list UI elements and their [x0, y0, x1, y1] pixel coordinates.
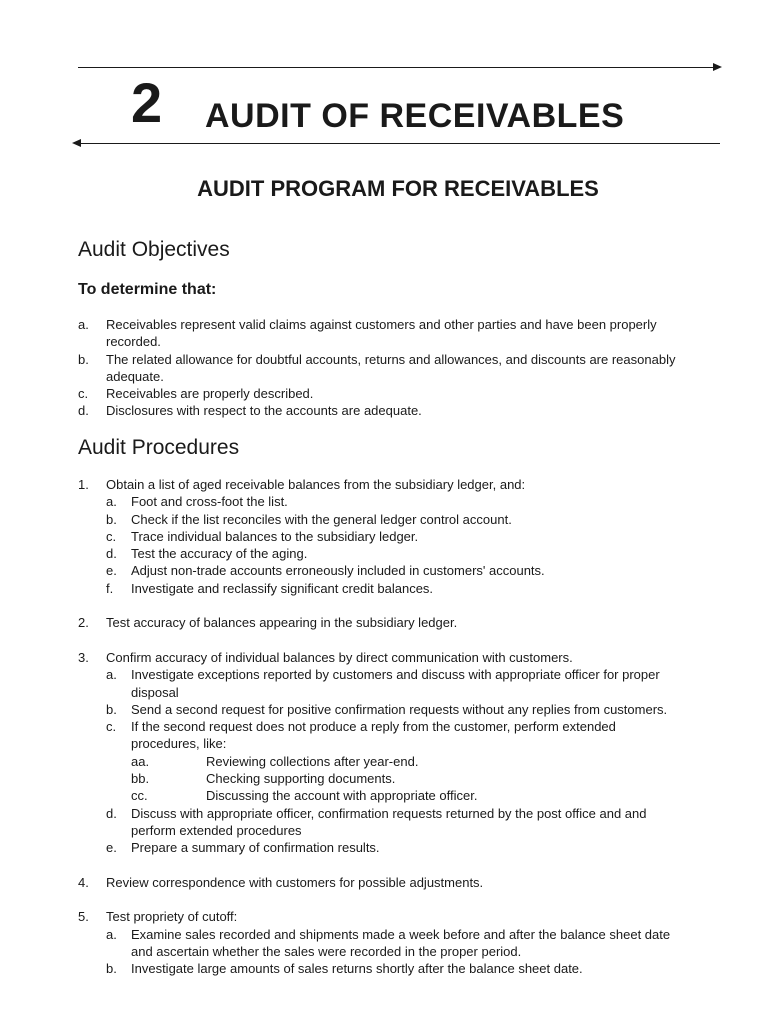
sub-item	[106, 511, 678, 528]
right-arrow-icon	[713, 63, 722, 71]
procedure-item	[78, 649, 678, 857]
sub-item	[106, 528, 678, 545]
program-title: AUDIT PROGRAM FOR RECEIVABLES	[197, 176, 599, 201]
chapter-number: 2	[131, 71, 164, 134]
sub-marker: b.	[106, 701, 117, 717]
sub-sub-text: Discussing the account with appropriate officer.	[206, 788, 478, 804]
procedures-heading: Audit Procedures	[78, 436, 240, 459]
sub-text: Trace individual balances to the subsidiary ledger.	[131, 528, 419, 544]
item-marker: 5.	[78, 909, 89, 925]
sub-marker: a.	[106, 494, 117, 510]
header-bottom-rule	[80, 143, 720, 144]
sub-item	[106, 805, 678, 840]
item-marker: d.	[78, 403, 89, 419]
item-text: Test accuracy of balances appearing in the subsidiary ledger.	[106, 615, 458, 631]
sub-item	[106, 562, 678, 579]
item-text: Receivables are properly described.	[106, 386, 314, 402]
sub-text: Investigate exceptions reported by customers and discuss with appropriate officer for proper disposal	[131, 667, 660, 700]
objectives-heading: Audit Objectives	[78, 238, 230, 261]
sub-item	[106, 580, 678, 597]
sub-item	[106, 545, 678, 562]
objective-item	[78, 351, 678, 386]
sub-item	[106, 493, 678, 510]
sub-marker: a.	[106, 667, 117, 683]
item-marker: 1.	[78, 477, 89, 492]
sub-text: Check if the list reconciles with the general ledger control account.	[131, 511, 512, 527]
sub-marker: b.	[106, 511, 117, 527]
item-text: Review correspondence with customers for possible adjustments.	[106, 874, 484, 890]
sub-text: Investigate large amounts of sales returns shortly after the balance sheet date.	[131, 961, 583, 977]
objective-item	[78, 402, 678, 419]
sub-text: Test the accuracy of the aging.	[131, 546, 308, 562]
sub-sub-marker: cc.	[131, 788, 148, 804]
sub-item	[106, 666, 678, 701]
sub-text: Prepare a summary of confirmation results.	[131, 840, 380, 856]
item-text: Obtain a list of aged receivable balances from the subsidiary ledger, and:	[106, 477, 526, 492]
left-arrow-icon	[72, 139, 81, 147]
item-marker: 2.	[78, 615, 89, 631]
sub-text: If the second request does not produce a reply from the customer, perform extended procedures, like:	[131, 719, 616, 752]
sub-marker: e.	[106, 563, 117, 579]
sub-text: Investigate and reclassify significant credit balances.	[131, 580, 434, 596]
sub-marker: c.	[106, 528, 117, 544]
procedure-item	[78, 908, 678, 977]
objective-item	[78, 316, 678, 351]
sub-item	[106, 839, 678, 856]
sub-marker: c.	[106, 719, 117, 735]
item-text: Test propriety of cutoff:	[106, 909, 238, 925]
sub-item	[106, 960, 678, 977]
sub-marker: a.	[106, 926, 117, 942]
sub-item	[106, 926, 678, 961]
objective-item	[78, 385, 678, 402]
item-text: Confirm accuracy of individual balances by direct communication with customers.	[106, 649, 573, 665]
objectives-lead: To determine that:	[78, 281, 217, 298]
sub-marker: d.	[106, 805, 117, 821]
sub-item	[106, 718, 678, 804]
sub-item	[106, 701, 678, 718]
sub-sub-text: Checking supporting documents.	[206, 771, 396, 787]
item-marker: c.	[78, 386, 89, 402]
sub-text: Examine sales recorded and shipments made a week before and after the balance sheet date and ascertain whether the sales were recorded in the proper period.	[131, 926, 671, 960]
sub-marker: b.	[106, 961, 117, 977]
sub-text: Send a second request for positive confirmation requests without any replies from customers.	[131, 701, 668, 717]
sub-marker: f.	[106, 580, 114, 596]
sub-text: Discuss with appropriate officer, confirmation requests returned by the post office and and perform extended procedures	[131, 805, 647, 838]
procedure-item	[78, 874, 678, 891]
procedures-list	[78, 476, 678, 978]
sub-sub-item	[131, 770, 678, 787]
sub-text: Adjust non-trade accounts erroneously included in customers' accounts.	[131, 563, 545, 579]
item-text: Receivables represent valid claims against customers and other parties and have been properly recorded.	[106, 317, 657, 350]
sub-marker: d.	[106, 546, 117, 562]
sub-sub-item	[131, 753, 678, 770]
sub-text: Foot and cross-foot the list.	[131, 494, 288, 510]
item-marker: a.	[78, 317, 89, 332]
item-marker: 4.	[78, 874, 89, 890]
item-marker: b.	[78, 351, 89, 367]
item-text: The related allowance for doubtful accounts, returns and allowances, and discounts are reasonably adequate.	[106, 351, 676, 384]
objectives-list	[78, 316, 678, 420]
sub-sub-text: Reviewing collections after year-end.	[206, 753, 419, 769]
header-top-rule	[78, 67, 714, 68]
sub-sub-marker: aa.	[131, 753, 150, 769]
item-text: Disclosures with respect to the accounts are adequate.	[106, 403, 422, 419]
chapter-title: AUDIT OF RECEIVABLES	[205, 97, 625, 135]
sub-sub-marker: bb.	[131, 771, 150, 787]
item-marker: 3.	[78, 649, 89, 665]
sub-sub-item	[131, 787, 678, 804]
sub-marker: e.	[106, 840, 117, 856]
procedure-item	[78, 476, 678, 597]
procedure-item	[78, 614, 678, 631]
